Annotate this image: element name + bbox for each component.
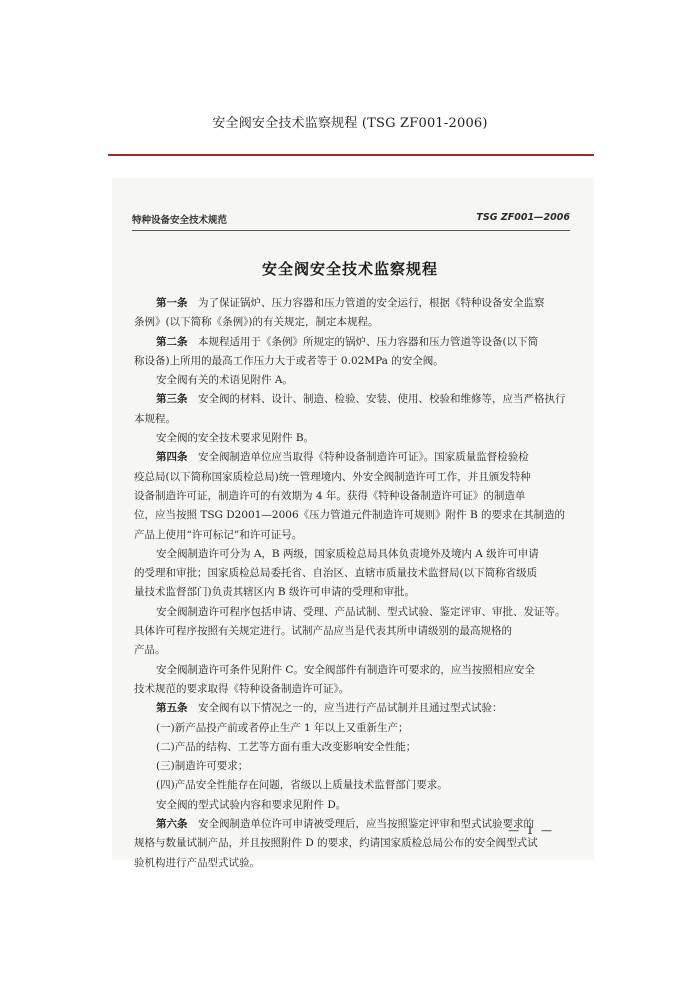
- line-text: 称设备)上所用的最高工作压力大于或者等于 0.02MPa 的安全阀。: [134, 354, 444, 367]
- line-text: 安全阀有关的术语见附件 A。: [156, 374, 293, 387]
- text-line: [134, 583, 570, 602]
- text-line: [134, 815, 570, 834]
- header-standard-code: TSG ZF001—2006: [476, 212, 570, 223]
- line-text: 安全阀制造许可分为 A，B 两级，国家质检总局具体负责境外及境内 A 级许可申请: [156, 547, 539, 560]
- text-line: [134, 448, 570, 467]
- line-text: 产品上使用“许可标记”和许可证号。: [134, 528, 303, 541]
- line-text: 安全阀的型式试验内容和要求见附件 D。: [156, 798, 347, 811]
- text-line: [134, 854, 570, 873]
- line-text: 安全阀制造许可条件见附件 C。安全阀部件有制造许可要求的，应当按照相应安全: [156, 663, 535, 676]
- text-line: [134, 776, 570, 795]
- line-text: 为了保证锅炉、压力容器和压力管道的安全运行，根据《特种设备安全监察: [187, 297, 545, 309]
- document-title: 安全阀安全技术监察规程 (TSG ZF001-2006): [212, 116, 488, 131]
- line-text: 产品。: [134, 644, 166, 657]
- line-text: (二)产品的结构、工艺等方面有重大改变影响安全性能；: [156, 740, 417, 753]
- article-number: 第三条: [156, 393, 188, 406]
- header-rule: [132, 230, 570, 231]
- text-line: [134, 719, 570, 738]
- text-line: [134, 429, 570, 448]
- text-line: [134, 487, 570, 506]
- line-text: 安全阀制造许可程序包括申请、受理、产品试制、型式试验、鉴定评审、审批、发证等。: [156, 605, 566, 618]
- line-text: 安全阀的材料、设计、制造、检验、安装、使用、校验和维修等，应当严格执行: [187, 393, 566, 406]
- text-line: [134, 545, 570, 564]
- article-number: 第四条: [156, 451, 188, 464]
- text-line: [134, 757, 570, 776]
- line-text: (一)新产品投产前或者停止生产 1 年以上又重新生产；: [156, 721, 409, 734]
- page-number: — 1 —: [508, 824, 554, 837]
- line-text: (四)产品安全性能存在问题，省级以上质量技术监督部门要求。: [156, 779, 448, 792]
- line-text: 规格与数量试制产品，并且按照附件 D 的要求，约请国家质检总局公布的安全阀型式试: [134, 837, 538, 850]
- text-line: [134, 526, 570, 545]
- article-number: 第五条: [156, 702, 188, 715]
- text-line: [134, 333, 570, 352]
- article-number: 第六条: [156, 818, 188, 831]
- line-text: 安全阀制造单位许可申请被受理后，应当按照鉴定评审和型式试验要求的: [187, 818, 534, 831]
- line-text: 位，应当按照 TSG D2001—2006《压力管道元件制造许可规则》附件 B 的要求在其制造的: [134, 509, 566, 522]
- line-text: 条例》(以下简称《条例》)的有关规定，制定本规程。: [134, 316, 379, 329]
- text-line: [134, 371, 570, 390]
- line-text: 疫总局(以下简称国家质检总局)统一管理境内、外安全阀制造许可工作，并且颁发特种: [134, 470, 531, 483]
- line-text: 技术规范的要求取得《特种设备制造许可证》。: [134, 682, 350, 695]
- line-text: 安全阀制造单位应当取得《特种设备制造许可证》。国家质量监督检验检: [187, 451, 529, 464]
- line-text: 本规程。: [134, 412, 176, 425]
- line-text: (三)制造许可要求；: [156, 760, 249, 773]
- text-line: [134, 564, 570, 583]
- text-line: [134, 294, 570, 313]
- text-line: [134, 390, 570, 409]
- line-text: 安全阀的安全技术要求见附件 B。: [156, 432, 315, 445]
- regulation-body: [134, 294, 570, 873]
- text-line: [134, 468, 570, 487]
- line-text: 的受理和审批；国家质检总局委托省、自治区、直辖市质量技术监督局(以下简称省级质: [134, 567, 538, 580]
- line-text: 具体许可程序按照有关规定进行。试制产品应当是代表其所申请级别的最高规格的: [134, 625, 512, 638]
- text-line: [134, 506, 570, 525]
- text-line: [134, 661, 570, 680]
- text-line: [134, 622, 570, 641]
- header-series-name: 特种设备安全技术规范: [132, 215, 228, 226]
- text-line: [134, 352, 570, 371]
- text-line: [134, 680, 570, 699]
- text-line: [134, 834, 570, 853]
- line-text: 设备制造许可证，制造许可的有效期为 4 年。获得《特种设备制造许可证》的制造单: [134, 489, 526, 502]
- text-line: [134, 313, 570, 332]
- line-text: 安全阀有以下情况之一的，应当进行产品试制并且通过型式试验：: [187, 702, 503, 715]
- article-number: 第一条: [156, 297, 188, 309]
- text-line: [134, 410, 570, 429]
- line-text: 量技术监督部门)负责其辖区内 B 级许可申请的受理和审批。: [134, 586, 415, 599]
- text-line: [134, 738, 570, 757]
- title-divider: [108, 154, 594, 156]
- text-line: [134, 796, 570, 815]
- article-number: 第二条: [156, 335, 188, 348]
- line-text: 验机构进行产品型式试验。: [134, 856, 260, 869]
- regulation-title: 安全阀安全技术监察规程: [261, 260, 438, 278]
- text-line: [134, 603, 570, 622]
- text-line: [134, 699, 570, 718]
- line-text: 本规程适用于《条例》所规定的锅炉、压力容器和压力管道等设备(以下简: [187, 335, 539, 348]
- running-header: [132, 212, 570, 228]
- text-line: [134, 641, 570, 660]
